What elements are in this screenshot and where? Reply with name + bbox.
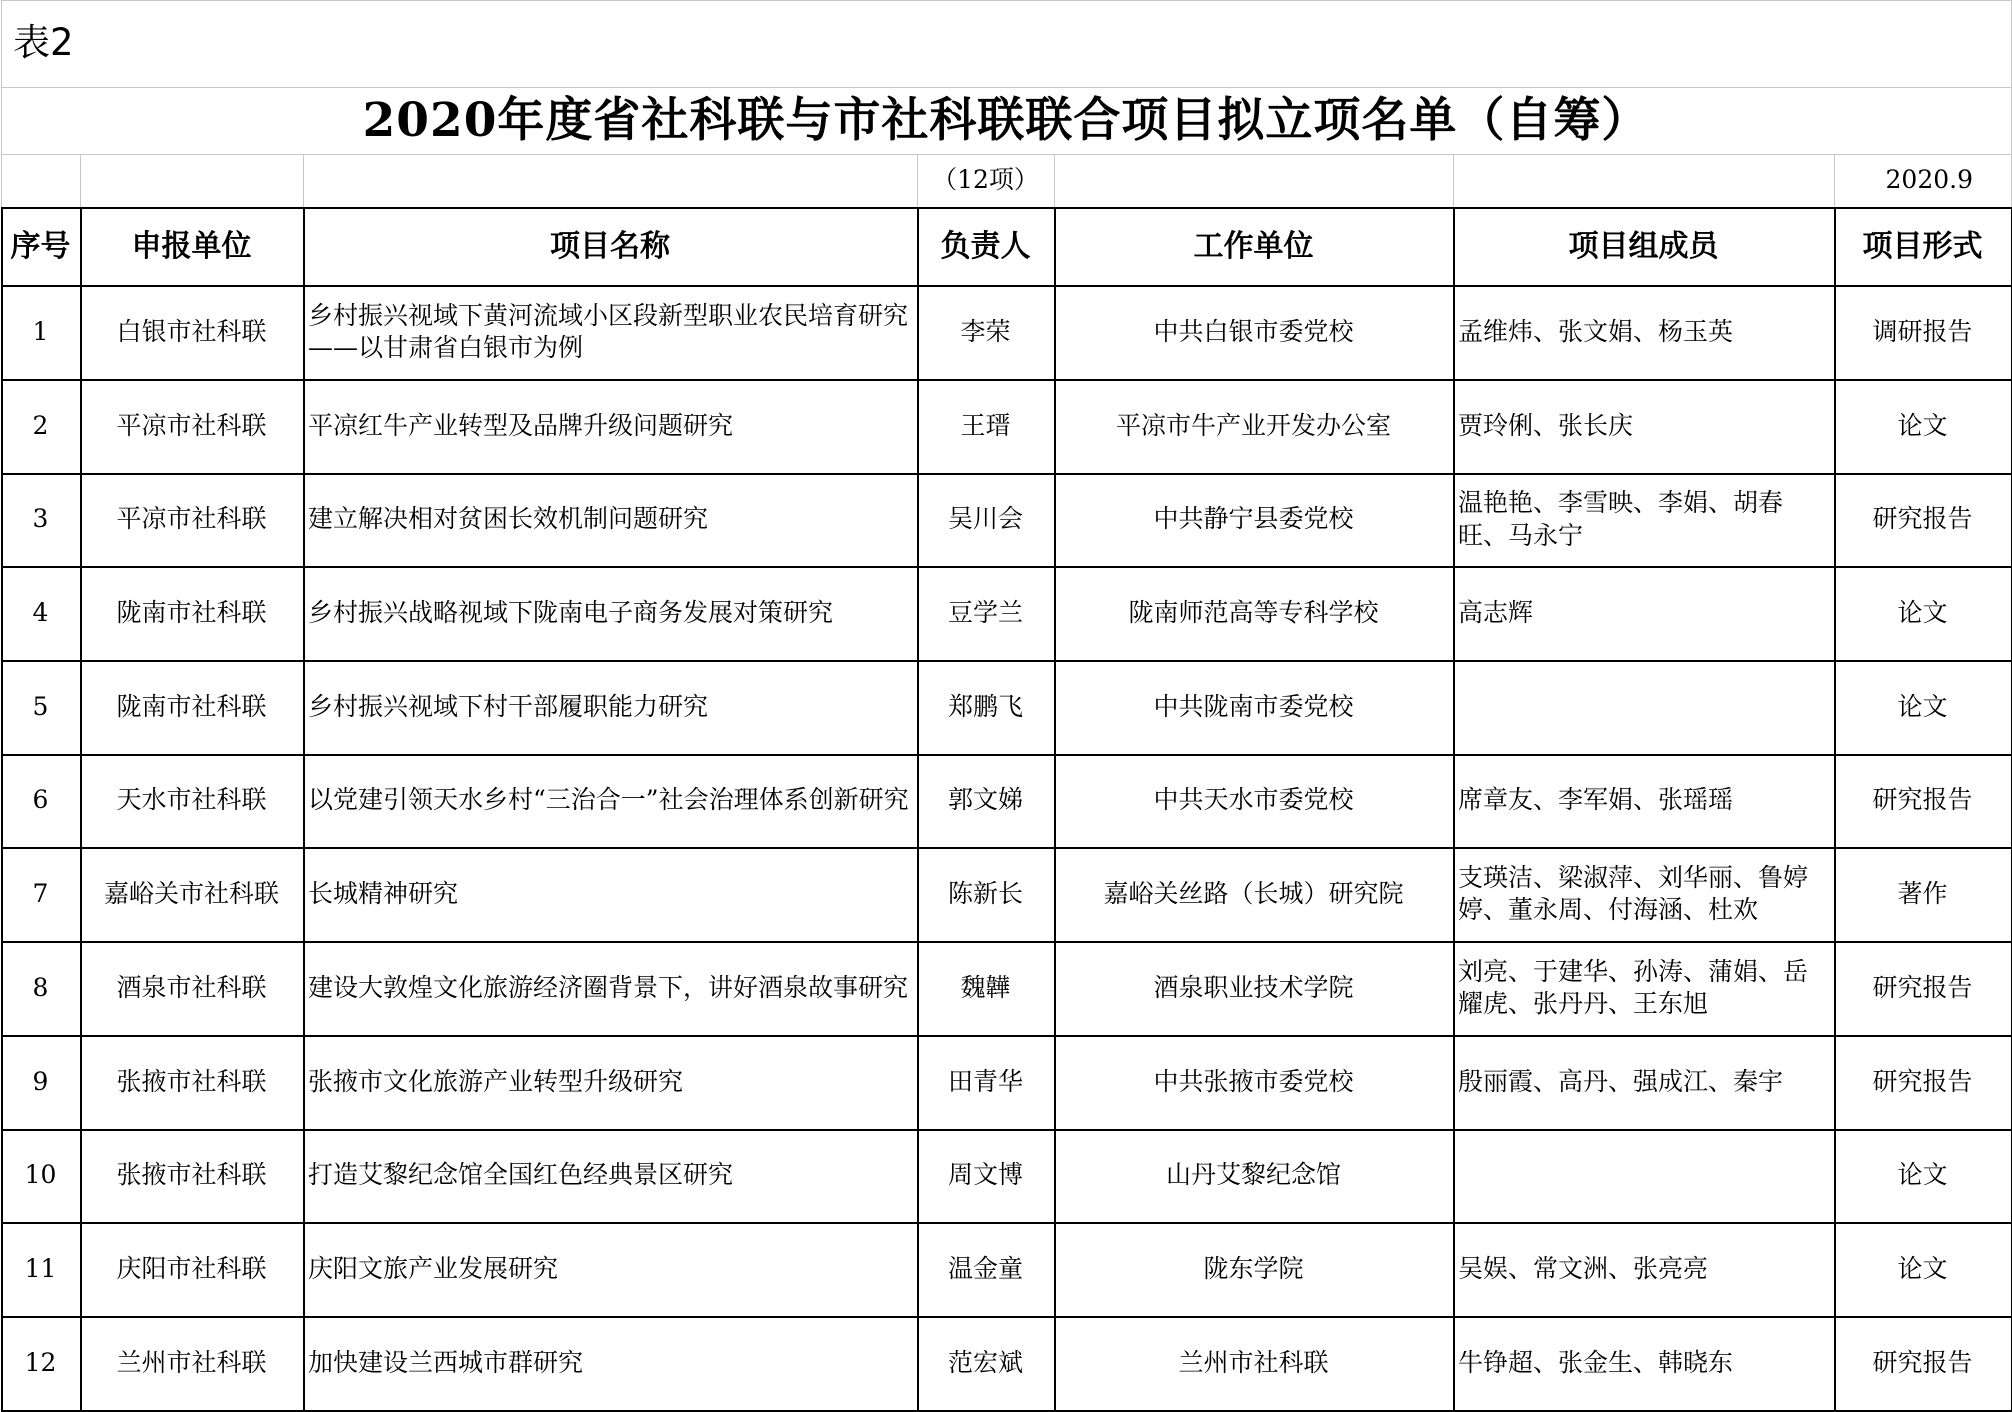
project-name-text: 建立解决相对贫困长效机制问题研究 [308, 504, 709, 534]
row-number-text: 7 [32, 878, 49, 908]
project-leader [917, 941, 1054, 1035]
work-unit [1054, 941, 1453, 1035]
column-header-text: 序号 [10, 228, 71, 264]
team-members [1453, 847, 1834, 941]
project-leader [917, 1222, 1054, 1316]
project-leader-text: 王瑨 [960, 410, 1011, 440]
team-members [1453, 1316, 1834, 1410]
row-number [1, 566, 80, 660]
project-name [303, 1035, 917, 1129]
project-name [303, 1129, 917, 1222]
team-members-text: 吴娱、常文洲、张亮亮 [1458, 1253, 1709, 1283]
column-header [1453, 207, 1834, 285]
column-header-text: 申报单位 [131, 228, 252, 264]
project-leader [917, 754, 1054, 847]
column-header [1834, 207, 2011, 285]
work-unit [1054, 660, 1453, 754]
column-header [80, 207, 303, 285]
project-form-text: 论文 [1897, 410, 1948, 440]
project-form-text: 研究报告 [1872, 785, 1973, 815]
row-number [1, 379, 80, 473]
applicant-unit-text: 天水市社科联 [116, 785, 267, 815]
project-leader-text: 豆学兰 [947, 597, 1023, 627]
project-leader-text: 郑鹏飞 [947, 691, 1023, 721]
project-name [303, 1316, 917, 1410]
applicant-unit [80, 473, 303, 566]
row-number [1, 660, 80, 754]
count-note-text: （12项） [932, 165, 1039, 195]
project-name-text: 张掖市文化旅游产业转型升级研究 [308, 1066, 684, 1096]
team-members [1453, 1129, 1834, 1222]
work-unit [1054, 1129, 1453, 1222]
row-number [1, 754, 80, 847]
applicant-unit [80, 847, 303, 941]
team-members-text: 温艳艳、李雪映、李娟、胡春旺、马永宁 [1458, 488, 1784, 550]
row-number-text: 4 [32, 597, 49, 627]
count-note [917, 154, 1054, 207]
applicant-unit-text: 陇南市社科联 [116, 597, 267, 627]
row-number [1, 1035, 80, 1129]
date-note-text: 2020.9 [1885, 165, 1973, 195]
work-unit-text: 陇东学院 [1203, 1253, 1304, 1283]
project-name [303, 754, 917, 847]
project-name [303, 566, 917, 660]
project-name [303, 1222, 917, 1316]
project-leader-text: 陈新长 [947, 878, 1023, 908]
project-leader [917, 379, 1054, 473]
project-form-text: 著作 [1897, 878, 1948, 908]
work-unit-text: 山丹艾黎纪念馆 [1165, 1160, 1341, 1190]
project-leader [917, 1316, 1054, 1410]
applicant-unit-text: 平凉市社科联 [116, 504, 267, 534]
applicant-unit [80, 754, 303, 847]
applicant-unit [80, 1222, 303, 1316]
project-leader-text: 李荣 [960, 316, 1011, 346]
project-name-text: 庆阳文旅产业发展研究 [308, 1253, 559, 1283]
column-header-text: 工作单位 [1193, 228, 1314, 264]
project-leader-text: 郭文娣 [947, 785, 1023, 815]
project-leader-text: 温金童 [947, 1253, 1023, 1283]
applicant-unit-text: 陇南市社科联 [116, 691, 267, 721]
row-number-text: 5 [32, 691, 49, 721]
project-name-text: 长城精神研究 [308, 878, 459, 908]
date-note [1834, 154, 2011, 207]
column-header [917, 207, 1054, 285]
project-form [1834, 754, 2011, 847]
row-number [1, 1222, 80, 1316]
column-header [303, 207, 917, 285]
project-leader-text: 魏韡 [960, 972, 1011, 1002]
team-members [1453, 1035, 1834, 1129]
team-members [1453, 285, 1834, 379]
applicant-unit-text: 嘉峪关市社科联 [103, 878, 279, 908]
project-leader-text: 周文博 [947, 1160, 1023, 1190]
project-leader [917, 473, 1054, 566]
team-members-text: 席章友、李军娟、张瑶瑶 [1458, 785, 1734, 815]
team-members [1453, 660, 1834, 754]
row-number-text: 8 [32, 972, 49, 1002]
project-name [303, 379, 917, 473]
row-number [1, 941, 80, 1035]
project-form [1834, 847, 2011, 941]
project-name-text: 加快建设兰西城市群研究 [308, 1347, 584, 1377]
work-unit [1054, 285, 1453, 379]
project-name-text: 平凉红牛产业转型及品牌升级问题研究 [308, 410, 734, 440]
grid-line [1054, 154, 1055, 207]
project-leader [917, 847, 1054, 941]
sheet-label-text: 表2 [13, 21, 74, 65]
row-number-text: 10 [24, 1160, 57, 1190]
row-number-text: 9 [32, 1066, 49, 1096]
project-form-text: 论文 [1897, 1253, 1948, 1283]
project-form [1834, 285, 2011, 379]
team-members-text: 牛铮超、张金生、韩晓东 [1458, 1347, 1734, 1377]
project-form-text: 调研报告 [1872, 316, 1973, 346]
sheet-label [1, 0, 2011, 87]
project-form-text: 研究报告 [1872, 1066, 1973, 1096]
work-unit [1054, 1035, 1453, 1129]
row-number [1, 1129, 80, 1222]
team-members-text: 刘亮、于建华、孙涛、蒲娟、岳耀虎、张丹丹、王东旭 [1458, 956, 1809, 1018]
project-form-text: 研究报告 [1872, 1347, 1973, 1377]
project-form [1834, 1035, 2011, 1129]
work-unit [1054, 847, 1453, 941]
project-name [303, 941, 917, 1035]
project-form [1834, 473, 2011, 566]
row-number-text: 12 [24, 1347, 57, 1377]
project-form [1834, 1222, 2011, 1316]
project-name-text: 乡村振兴视域下村干部履职能力研究 [308, 691, 709, 721]
grid-line [80, 154, 81, 207]
row-number-text: 11 [24, 1253, 57, 1283]
applicant-unit-text: 白银市社科联 [116, 316, 267, 346]
project-form-text: 论文 [1897, 597, 1948, 627]
column-header [1054, 207, 1453, 285]
project-leader [917, 1035, 1054, 1129]
project-form [1834, 379, 2011, 473]
column-header [1, 207, 80, 285]
project-form [1834, 566, 2011, 660]
work-unit [1054, 1222, 1453, 1316]
project-name-text: 打造艾黎纪念馆全国红色经典景区研究 [308, 1160, 734, 1190]
project-name-text: 以党建引领天水乡村“三治合一”社会治理体系创新研究 [308, 785, 909, 815]
team-members [1453, 754, 1834, 847]
applicant-unit [80, 1035, 303, 1129]
column-header-text: 项目组成员 [1568, 228, 1719, 264]
applicant-unit-text: 兰州市社科联 [116, 1347, 267, 1377]
applicant-unit [80, 1316, 303, 1410]
project-name-text: 乡村振兴视域下黄河流域小区段新型职业农民培育研究——以甘肃省白银市为例 [308, 300, 909, 362]
applicant-unit [80, 379, 303, 473]
applicant-unit-text: 酒泉市社科联 [116, 972, 267, 1002]
column-header-text: 项目名称 [550, 228, 670, 264]
team-members [1453, 566, 1834, 660]
row-number-text: 6 [32, 785, 49, 815]
project-name [303, 473, 917, 566]
work-unit [1054, 473, 1453, 566]
project-leader [917, 285, 1054, 379]
team-members [1453, 1222, 1834, 1316]
work-unit-text: 中共白银市委党校 [1153, 316, 1354, 346]
work-unit-text: 陇南师范高等专科学校 [1128, 597, 1379, 627]
project-form-text: 研究报告 [1872, 972, 1973, 1002]
page-title-text: 2020年度省社科联与市社科联联合项目拟立项名单（自筹） [362, 92, 1650, 148]
project-leader [917, 566, 1054, 660]
project-name [303, 847, 917, 941]
row-number-text: 3 [32, 504, 49, 534]
team-members-text: 贾玲俐、张长庆 [1458, 410, 1634, 440]
work-unit-text: 中共陇南市委党校 [1153, 691, 1354, 721]
project-leader [917, 660, 1054, 754]
work-unit-text: 兰州市社科联 [1178, 1347, 1329, 1377]
work-unit-text: 中共静宁县委党校 [1153, 504, 1354, 534]
project-name-text: 乡村振兴战略视域下陇南电子商务发展对策研究 [308, 597, 834, 627]
work-unit-text: 平凉市牛产业开发办公室 [1115, 410, 1391, 440]
project-leader-text: 田青华 [947, 1066, 1023, 1096]
team-members [1453, 379, 1834, 473]
team-members-text: 支瑛洁、梁淑萍、刘华丽、鲁婷婷、董永周、付海涵、杜欢 [1458, 862, 1809, 924]
project-leader [917, 1129, 1054, 1222]
project-name [303, 660, 917, 754]
team-members [1453, 941, 1834, 1035]
work-unit-text: 酒泉职业技术学院 [1153, 972, 1354, 1002]
project-form-text: 论文 [1897, 691, 1948, 721]
row-number-text: 1 [32, 316, 49, 346]
project-form [1834, 1129, 2011, 1222]
team-members-text: 高志辉 [1458, 597, 1534, 627]
project-form-text: 论文 [1897, 1160, 1948, 1190]
row-number [1, 285, 80, 379]
column-header-text: 项目形式 [1862, 228, 1983, 264]
applicant-unit [80, 941, 303, 1035]
team-members-text: 孟维炜、张文娟、杨玉英 [1458, 316, 1734, 346]
project-form [1834, 660, 2011, 754]
applicant-unit [80, 566, 303, 660]
applicant-unit [80, 1129, 303, 1222]
team-members-text: 殷丽霞、高丹、强成江、秦宇 [1458, 1066, 1784, 1096]
grid-line [303, 154, 304, 207]
grid-line [1453, 154, 1454, 207]
project-form [1834, 1316, 2011, 1410]
row-number [1, 1316, 80, 1410]
row-number-text: 2 [32, 410, 49, 440]
applicant-unit [80, 660, 303, 754]
work-unit [1054, 754, 1453, 847]
team-members [1453, 473, 1834, 566]
row-number [1, 473, 80, 566]
work-unit-text: 嘉峪关丝路（长城）研究院 [1103, 878, 1404, 908]
project-form-text: 研究报告 [1872, 504, 1973, 534]
work-unit [1054, 566, 1453, 660]
applicant-unit [80, 285, 303, 379]
applicant-unit-text: 庆阳市社科联 [116, 1253, 267, 1283]
row-number [1, 847, 80, 941]
work-unit-text: 中共张掖市委党校 [1153, 1066, 1354, 1096]
project-form [1834, 941, 2011, 1035]
work-unit-text: 中共天水市委党校 [1153, 785, 1354, 815]
applicant-unit-text: 张掖市社科联 [116, 1066, 267, 1096]
project-leader-text: 吴川会 [947, 504, 1023, 534]
applicant-unit-text: 张掖市社科联 [116, 1160, 267, 1190]
column-header-text: 负责人 [940, 228, 1031, 264]
page-title [1, 87, 2011, 154]
applicant-unit-text: 平凉市社科联 [116, 410, 267, 440]
project-name-text: 建设大敦煌文化旅游经济圈背景下，讲好酒泉故事研究 [308, 972, 909, 1002]
work-unit [1054, 1316, 1453, 1410]
work-unit [1054, 379, 1453, 473]
project-name [303, 285, 917, 379]
project-leader-text: 范宏斌 [947, 1347, 1023, 1377]
